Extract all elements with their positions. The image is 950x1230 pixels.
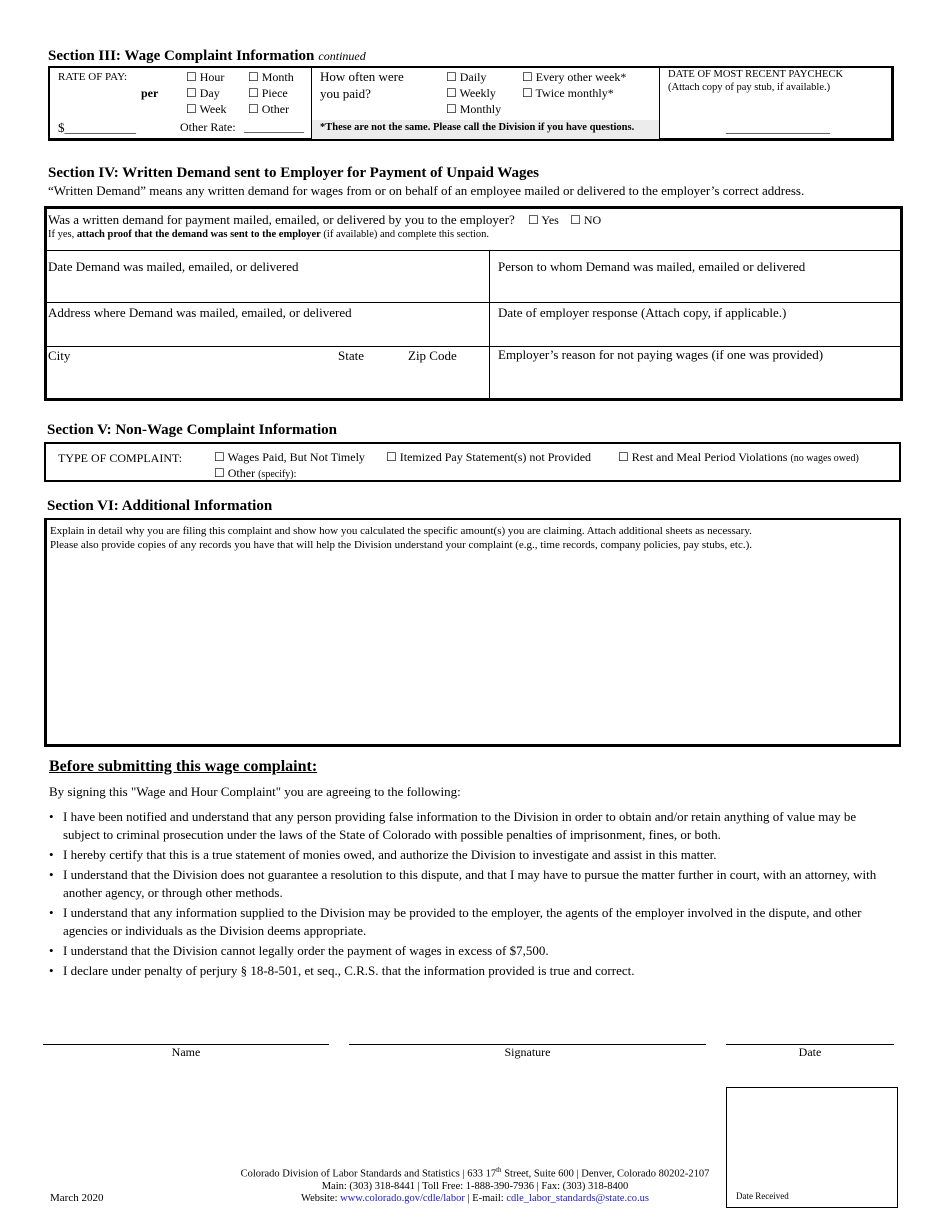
website-link[interactable]: www.colorado.gov/cdle/labor [340, 1192, 465, 1204]
frequency-note: *These are not the same. Please call the Division if you have questions. [320, 122, 635, 133]
agreement-list [49, 808, 894, 982]
if-yes-instructions [48, 229, 489, 240]
written-demand-question-text: Was a written demand for payment mailed, emailed, or delivered by you to the employer? [48, 212, 515, 227]
name-label: Name [171, 1045, 201, 1059]
agreement-item: • I have been notified and understand that any person providing false information to the Division in order to obtain and/or retain anything of value may be subject to criminal prosecution under the laws of the State of Colorado with possible penalties of imprisonment, fines, or both. [49, 808, 894, 844]
other-complaint-label: ☐ Other [214, 466, 256, 480]
divider [46, 302, 901, 303]
other-complaint-note: (specify): [258, 469, 297, 480]
rest-meal-violations-checkbox[interactable] [618, 450, 859, 465]
footer-address-part: Street, Suite 600 | Denver, Colorado 80202-2107 [501, 1168, 710, 1180]
employer-response-date-label: Date of employer response (Attach copy, if applicable.) [498, 305, 787, 320]
employer-reason-label: Employer’s reason for not paying wages (if one was provided) [498, 347, 824, 362]
city-label: City [48, 348, 71, 363]
if-yes-post: (if available) and complete this section. [323, 229, 490, 240]
piece-checkbox[interactable]: ☐ Piece [248, 86, 288, 100]
email-label: | E-mail: [467, 1192, 504, 1204]
person-demand-label: Person to whom Demand was mailed, emailed or delivered [498, 259, 806, 274]
zip-code-label: Zip Code [408, 348, 457, 363]
section-3-continued: continued [318, 49, 366, 63]
monthly-checkbox[interactable]: ☐ Monthly [446, 102, 502, 116]
written-demand-definition: “Written Demand” means any written demand for wages from or on behalf of an employee mailed or delivered to the employer’s correct address. [48, 183, 805, 198]
additional-info-box[interactable] [44, 518, 901, 747]
month-checkbox[interactable]: ☐ Month [248, 70, 294, 84]
section-3-title: Section III: Wage Complaint Information [48, 48, 315, 64]
agreement-item: • I understand that the Division does not guarantee a resolution to this dispute, and that I may have to pursue the matter further in court, with an attorney, with another agency, or through other methods. [49, 866, 894, 902]
section-4-title: Section IV: Written Demand sent to Employer for Payment of Unpaid Wages [48, 165, 539, 181]
other-rate-label: Other Rate: [180, 120, 236, 134]
divider [659, 68, 660, 139]
signature-label: Signature [504, 1045, 551, 1059]
rate-of-pay-label: RATE OF PAY: [58, 71, 128, 83]
agreement-item: • I understand that the Division cannot legally order the payment of wages in excess of $7,500. [49, 942, 894, 960]
if-yes-bold: attach proof that the demand was sent to the employer [76, 229, 321, 240]
per-label: per [141, 86, 159, 100]
rate-amount-field[interactable]: $___________ [58, 120, 136, 135]
footer-address-sup: th [496, 1166, 502, 1174]
no-checkbox[interactable]: ☐ NO [570, 213, 602, 227]
website-label: Website: [301, 1192, 338, 1204]
yes-checkbox[interactable]: ☐ Yes [528, 213, 559, 227]
agreement-item: • I declare under penalty of perjury § 18-8-501, et seq., C.R.S. that the information provided is true and correct. [49, 962, 894, 980]
footer-web [150, 1193, 800, 1205]
section-5-title: Section V: Non-Wage Complaint Information [47, 422, 338, 438]
daily-checkbox[interactable]: ☐ Daily [446, 70, 487, 84]
agreement-intro: By signing this "Wage and Hour Complaint" you are agreeing to the following: [49, 784, 461, 799]
email-link[interactable]: cdle_labor_standards@state.co.us [506, 1192, 649, 1204]
date-label: Date [798, 1045, 822, 1059]
date-recent-paycheck-field[interactable]: ________________ [726, 120, 830, 135]
rest-meal-label: ☐ Rest and Meal Period Violations [618, 450, 788, 464]
if-yes-pre: If yes, [48, 229, 75, 240]
additional-info-line-2: Please also provide copies of any records you have that will help the Division understand your complaint (e.g., time records, company policies, pay stubs, etc.). [50, 539, 752, 551]
divider [46, 250, 901, 251]
additional-info-line-1: Explain in detail why you are filing this complaint and show how you calculated the specific amount(s) you are claiming. Attach additional sheets as necessary. [50, 525, 752, 537]
agreement-item: • I understand that any information supplied to the Division may be provided to the employer, the agents of the employer involved in the dispute, and other agencies or individuals as the Division deems appropriate. [49, 904, 894, 940]
wages-not-timely-checkbox[interactable]: ☐ Wages Paid, But Not Timely [214, 450, 365, 464]
form-date: March 2020 [50, 1192, 104, 1204]
day-checkbox[interactable]: ☐ Day [186, 86, 220, 100]
agreement-item: • I hereby certify that this is a true statement of monies owed, and authorize the Division to investigate and assist in this matter. [49, 846, 894, 864]
twice-monthly-checkbox[interactable]: ☐ Twice monthly* [522, 86, 614, 100]
before-submitting-title: Before submitting this wage complaint: [49, 758, 318, 775]
how-often-label-1: How often were [320, 69, 404, 84]
weekly-checkbox[interactable]: ☐ Weekly [446, 86, 496, 100]
week-checkbox[interactable]: ☐ Week [186, 102, 227, 116]
date-recent-paycheck-title: DATE OF MOST RECENT PAYCHECK [668, 69, 844, 80]
every-other-week-checkbox[interactable]: ☐ Every other week* [522, 70, 627, 84]
date-received-label: Date Received [736, 1191, 789, 1201]
other-complaint-checkbox[interactable] [214, 466, 296, 481]
how-often-label-2: you paid? [320, 86, 371, 101]
rest-meal-note: (no wages owed) [790, 453, 859, 464]
date-recent-paycheck-sub: (Attach copy of pay stub, if available.) [668, 82, 831, 93]
other-checkbox[interactable]: ☐ Other [248, 102, 290, 116]
written-demand-question [48, 212, 601, 228]
footer-contact [150, 1164, 800, 1205]
type-of-complaint-label: TYPE OF COMPLAINT: [58, 451, 183, 465]
footer-address [150, 1164, 800, 1181]
other-rate-field[interactable]: __________ [244, 120, 304, 134]
demand-address-label: Address where Demand was mailed, emailed, or delivered [48, 305, 352, 320]
section-6-title: Section VI: Additional Information [47, 498, 273, 514]
footer-phones: Main: (303) 318-8441 | Toll Free: 1-888-390-7936 | Fax: (303) 318-8400 [321, 1180, 629, 1192]
section-3-heading [48, 47, 366, 65]
divider [489, 251, 490, 398]
state-label: State [338, 348, 364, 363]
footer-address-part: Colorado Division of Labor Standards and Statistics | 633 17 [240, 1168, 497, 1180]
hour-checkbox[interactable]: ☐ Hour [186, 70, 225, 84]
date-demand-mailed-label: Date Demand was mailed, emailed, or delivered [48, 259, 299, 274]
itemized-pay-statement-checkbox[interactable]: ☐ Itemized Pay Statement(s) not Provided [386, 450, 592, 464]
